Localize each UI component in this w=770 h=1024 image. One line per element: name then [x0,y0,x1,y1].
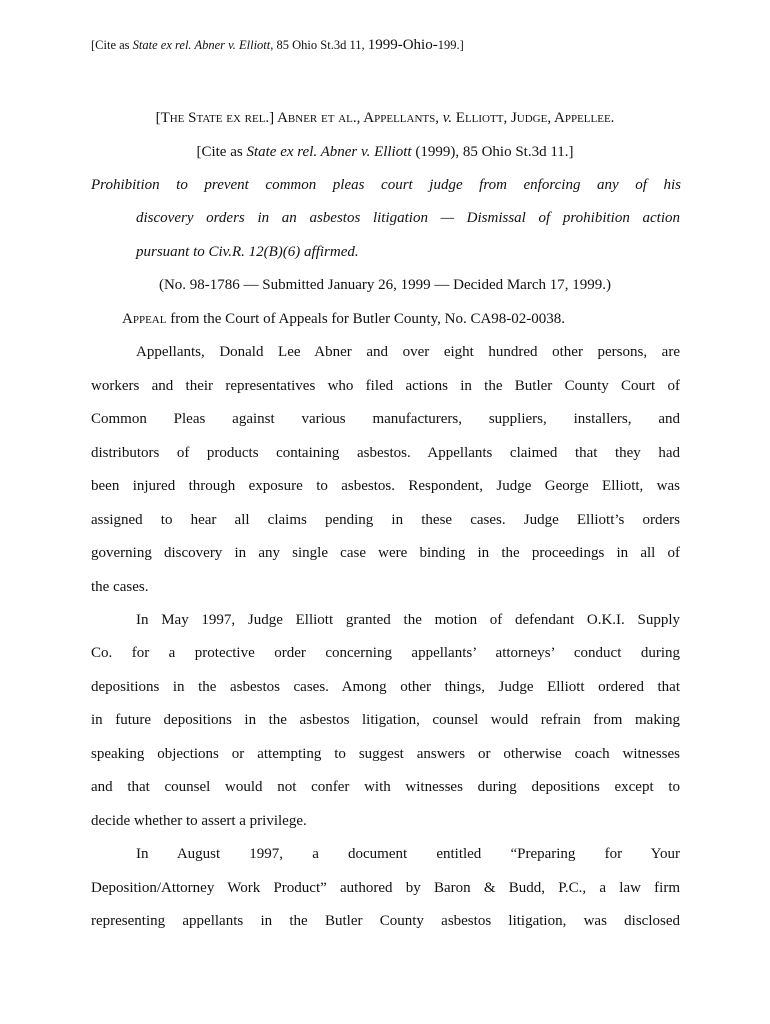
body-line: representing appellants in the Butler County asbestos litigation, was disclosed [91,913,680,929]
body-line: assigned to hear all claims pending in these cases. Judge Elliott’s orders [91,512,680,528]
body-line: Deposition/Attorney Work Product” authored by Baron & Budd, P.C., a law firm [91,880,680,896]
body-line: In May 1997, Judge Elliott granted the motion of defendant O.K.I. Supply [136,612,680,628]
body-line: governing discovery in any single case were binding in the proceedings in all of [91,545,680,561]
body-line: been injured through exposure to asbestos. Respondent, Judge George Elliott, was [91,478,680,494]
header-case-name: State ex rel. Abner v. Elliott [132,38,271,52]
header-ohio-cite: 1999-Ohio- [367,37,438,53]
body-line: depositions in the asbestos cases. Among other things, Judge Elliott ordered that [91,679,680,695]
syllabus-line: discovery orders in an asbestos litigation — Dismissal of prohibition action [136,210,680,226]
syllabus-line: pursuant to Civ.R. 12(B)(6) affirmed. [136,244,359,260]
body-line: and that counsel would not confer with witnesses during depositions except to [91,779,680,795]
body-line: Appellants, Donald Lee Abner and over eight hundred other persons, are [136,344,680,360]
body-line: Co. for a protective order concerning appellants’ attorneys’ conduct during [91,645,680,661]
docket-line: (No. 98-1786 — Submitted January 26, 1999 — Decided March 17, 1999.) [158,277,611,293]
body-line: workers and their representatives who filed actions in the Butler County Court of [91,378,680,394]
body-line: Common Pleas against various manufacturers, suppliers, installers, and [91,411,680,427]
body-line: In August 1997, a document entitled “Preparing for Your [136,846,680,862]
syllabus-line: Prohibition to prevent common pleas court judge from enforcing any of his [91,177,681,193]
body-line: in future depositions in the asbestos litigation, counsel would refrain from making [91,712,680,728]
body-line: decide whether to assert a privilege. [91,813,307,829]
body-line: distributors of products containing asbestos. Appellants claimed that they had [91,445,680,461]
appeal-line: Appeal from the Court of Appeals for Butler County, No. CA98-02-0038. [122,311,566,327]
body-line: speaking objections or attempting to suggest answers or otherwise coach witnesses [91,746,680,762]
body-line: the cases. [91,579,149,595]
citation-header: [Cite as State ex rel. Abner v. Elliott, 85 Ohio St.3d 11, 1999-Ohio-199.] [91,37,464,53]
case-citation: [Cite as State ex rel. Abner v. Elliott (1999), 85 Ohio St.3d 11.] [196,144,574,160]
case-caption: [The State ex rel.] Abner et al., Appellants, v. Elliott, Judge, Appellee. [155,110,615,126]
